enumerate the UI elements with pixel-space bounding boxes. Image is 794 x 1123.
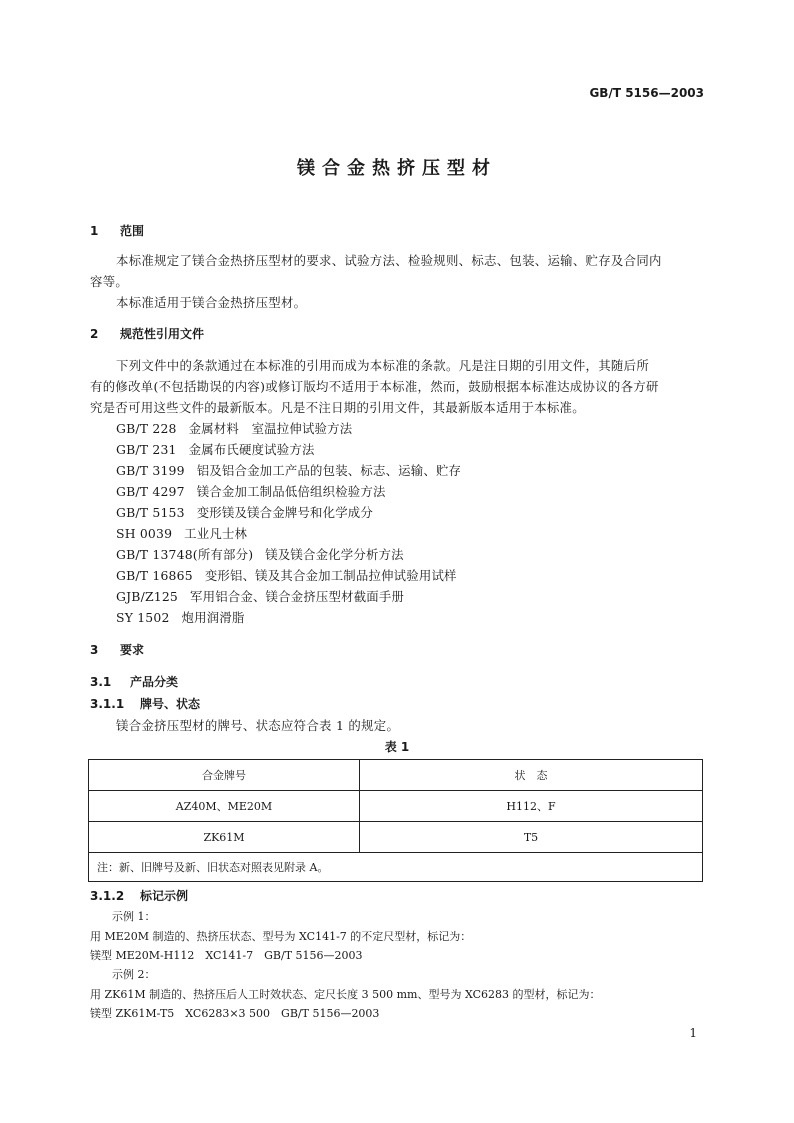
reference-code: GB/T 231 (116, 442, 177, 457)
paragraph: 本标准适用于镁合金热挤压型材。 (116, 295, 307, 310)
reference-item (116, 482, 386, 500)
table-row (89, 791, 703, 822)
paragraph: 下列文件中的条款通过在本标准的引用而成为本标准的条款。凡是注日期的引用文件，其随后所 (116, 358, 650, 373)
page-number: 1 (689, 1026, 697, 1040)
table-caption: 表 1 (384, 740, 410, 754)
example-description: 用 ZK61M 制造的、热挤压后人工时效状态、定尺长度 3 500 mm、型号为 XC6283 的型材，标记为： (90, 988, 601, 1001)
reference-code: GB/T 13748(所有部分) (116, 547, 254, 562)
reference-item (116, 608, 245, 626)
reference-title: 工业凡士林 (184, 526, 248, 541)
reference-title: 铝及铝合金加工产品的包装、标志、运输、贮存 (196, 463, 462, 478)
reference-code: GJB/Z125 (116, 589, 179, 604)
reference-title: 炮用润滑脂 (181, 610, 245, 625)
table-note-row (89, 853, 703, 882)
reference-title: 变形镁及镁合金牌号和化学成分 (196, 505, 373, 520)
reference-code: GB/T 4297 (116, 484, 185, 499)
reference-code: GB/T 228 (116, 421, 177, 436)
reference-item (116, 545, 404, 563)
section-number: 3.1 (90, 675, 112, 689)
table-header-cell: 状 态 (360, 760, 703, 791)
table-1 (88, 759, 703, 882)
reference-title: 镁合金加工制品低倍组织检验方法 (196, 484, 386, 499)
subsection-heading (90, 673, 178, 690)
section-title: 要求 (120, 643, 145, 657)
reference-title: 变形铝、镁及其合金加工制品拉伸试验用试样 (204, 568, 457, 583)
section-number: 3 (90, 643, 99, 657)
reference-item (116, 461, 461, 479)
table-header-row (89, 760, 703, 791)
reference-code: GB/T 5153 (116, 505, 185, 520)
reference-title: 金属材料 室温拉伸试验方法 (188, 421, 353, 436)
table-cell: H112、F (360, 791, 703, 822)
section-title: 规范性引用文件 (120, 327, 205, 341)
table-header-cell: 合金牌号 (89, 760, 360, 791)
section-2-heading (90, 325, 204, 342)
table-cell: T5 (360, 822, 703, 853)
paragraph: 究是否可用这些文件的最新版本。凡是不注日期的引用文件，其最新版本适用于本标准。 (90, 400, 585, 415)
section-1-heading (90, 222, 144, 239)
example-label: 示例 1： (112, 910, 156, 923)
reference-title: 金属布氏硬度试验方法 (188, 442, 315, 457)
table-row (89, 822, 703, 853)
section-number: 1 (90, 224, 99, 238)
reference-title: 军用铝合金、镁合金挤压型材截面手册 (190, 589, 405, 604)
example-description: 用 ME20M 制造的、热挤压状态、型号为 XC141-7 的不定尺型材，标记为： (90, 930, 472, 943)
subsection-heading (90, 695, 200, 712)
standard-number: GB/T 5156—2003 (589, 86, 704, 100)
reference-item (116, 566, 457, 584)
reference-title: 镁及镁合金化学分析方法 (265, 547, 404, 562)
reference-item (116, 503, 373, 521)
paragraph: 本标准规定了镁合金热挤压型材的要求、试验方法、检验规则、标志、包装、运输、贮存及合同内 (116, 253, 662, 268)
subsection-heading (90, 887, 188, 904)
document-title: 镁合金热挤压型材 (297, 158, 497, 179)
reference-item (116, 419, 352, 437)
section-number: 3.1.1 (90, 697, 125, 711)
table-note: 注：新、旧牌号及新、旧状态对照表见附录 A。 (89, 853, 703, 882)
example-marking: 镁型 ME20M-H112 XC141-7 GB/T 5156—2003 (90, 949, 363, 962)
table-cell: ZK61M (89, 822, 360, 853)
paragraph: 镁合金挤压型材的牌号、状态应符合表 1 的规定。 (116, 718, 400, 733)
table-cell: AZ40M、ME20M (89, 791, 360, 822)
reference-item (116, 587, 404, 605)
reference-item (116, 524, 247, 542)
example-label: 示例 2： (112, 968, 156, 981)
reference-code: SY 1502 (116, 610, 170, 625)
paragraph: 容等。 (90, 274, 129, 289)
section-title: 范围 (120, 224, 145, 238)
section-title: 产品分类 (130, 675, 179, 689)
reference-code: GB/T 3199 (116, 463, 185, 478)
section-number: 3.1.2 (90, 889, 125, 903)
section-title: 牌号、状态 (140, 697, 201, 711)
paragraph: 有的修改单(不包括勘误的内容)或修订版均不适用于本标准，然而，鼓励根据本标准达成协议的各方研 (90, 379, 659, 394)
section-title: 标记示例 (140, 889, 189, 903)
reference-code: SH 0039 (116, 526, 173, 541)
example-marking: 镁型 ZK61M-T5 XC6283×3 500 GB/T 5156—2003 (90, 1007, 380, 1020)
section-3-heading (90, 641, 144, 658)
reference-item (116, 440, 315, 458)
section-number: 2 (90, 327, 99, 341)
reference-code: GB/T 16865 (116, 568, 193, 583)
